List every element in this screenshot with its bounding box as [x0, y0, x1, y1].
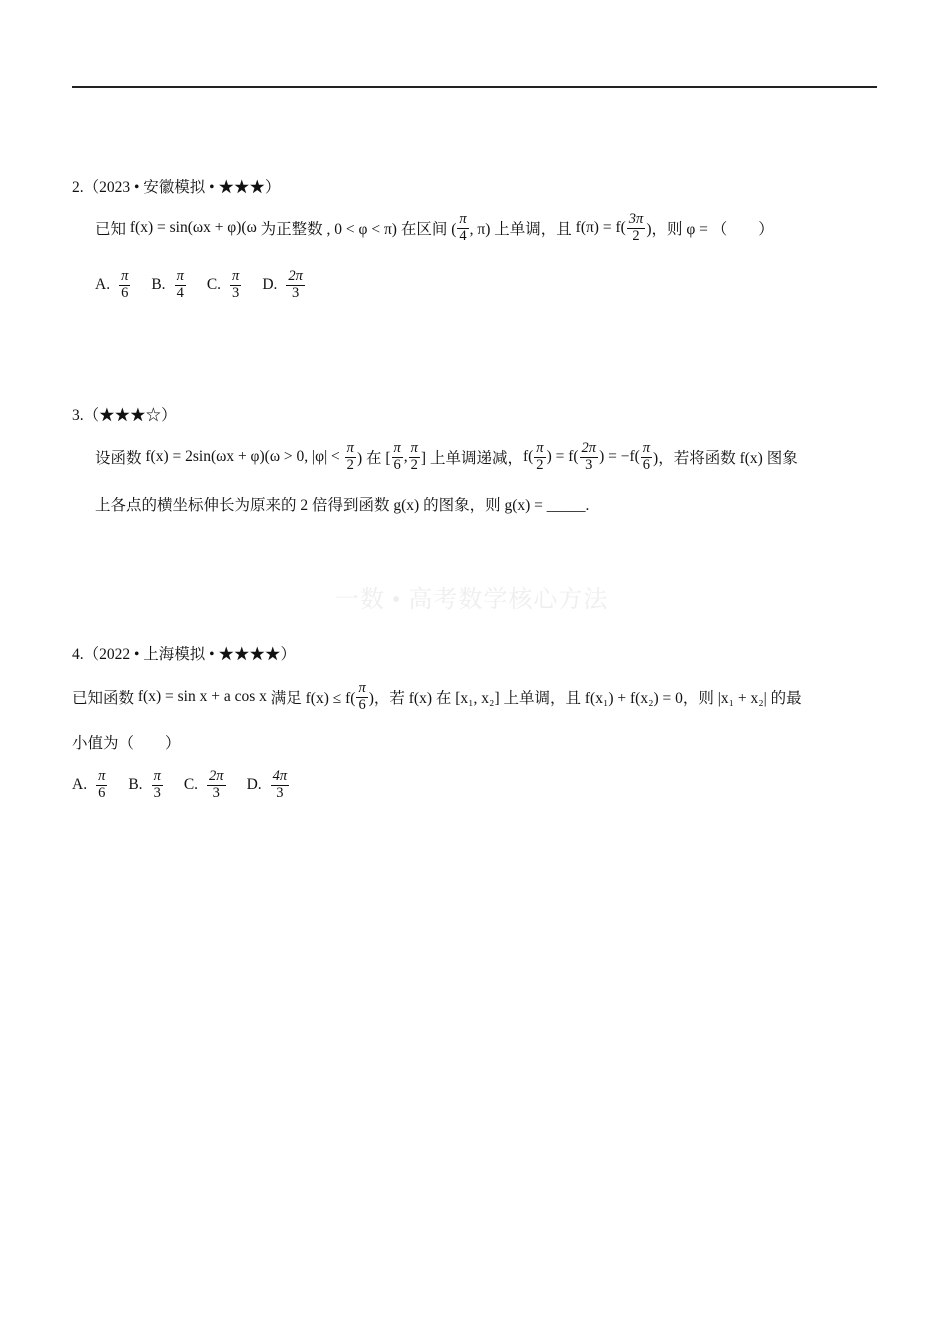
option-label: B.: [151, 276, 166, 293]
q4-body: [72, 677, 802, 717]
numerator: π: [121, 268, 129, 285]
denominator: 2: [346, 456, 354, 473]
option-d: [247, 769, 291, 800]
text-segment: ) 在 [: [356, 450, 391, 467]
fraction: [580, 441, 599, 472]
numerator: π: [232, 268, 240, 285]
numerator: 2π: [209, 768, 224, 785]
option-d: [262, 269, 306, 300]
text-segment: ] 上单调递减，: [420, 450, 523, 467]
q2-options: [95, 265, 326, 305]
option-a: [72, 769, 108, 800]
numerator: π: [536, 440, 544, 457]
text-segment: f(x) = sin x + a cos x: [137, 688, 267, 705]
denominator: 3: [212, 784, 220, 801]
fraction: [409, 441, 420, 472]
fraction: [207, 769, 226, 800]
denominator: 6: [393, 456, 401, 473]
option-label: A.: [72, 776, 88, 793]
text-segment: ,: [403, 448, 408, 465]
numerator: π: [98, 768, 106, 785]
header-rule: [72, 86, 877, 88]
text-segment: f(π) = f(: [575, 219, 626, 236]
denominator: 2: [410, 456, 418, 473]
fraction: [457, 212, 468, 243]
fraction: [627, 212, 646, 243]
numerator: π: [153, 768, 161, 785]
fraction: [392, 441, 403, 472]
q4-body-line2: 小值为（ ）: [72, 735, 181, 752]
option-b: [151, 269, 186, 300]
text-segment: , π) 上单调，且: [469, 221, 576, 238]
option-label: A.: [95, 276, 111, 293]
watermark: 一数 • 高考数学核心方法: [335, 587, 609, 613]
numerator: π: [176, 268, 184, 285]
q4-options: [72, 765, 310, 805]
numerator: 4π: [272, 768, 288, 785]
numerator: 2π: [581, 440, 597, 457]
fraction: [641, 441, 652, 472]
numerator: π: [393, 440, 401, 457]
option-label: D.: [262, 276, 278, 293]
denominator: 4: [459, 227, 467, 244]
fraction: [286, 269, 305, 300]
text-segment: f(x) = sin(ωx + φ)(ω: [129, 219, 257, 236]
denominator: 2: [632, 227, 640, 244]
option-label: C.: [183, 776, 199, 793]
q2-body: [95, 208, 774, 248]
denominator: 2: [536, 456, 544, 473]
denominator: 6: [98, 784, 106, 801]
option-a: [95, 269, 131, 300]
fraction: [534, 441, 545, 472]
numerator: 3π: [628, 211, 644, 228]
numerator: π: [346, 440, 354, 457]
fraction: [230, 269, 241, 300]
denominator: 3: [585, 456, 593, 473]
text-segment: )，若将函数 f(x) 图象: [653, 450, 798, 467]
denominator: 3: [153, 784, 161, 801]
denominator: 3: [232, 284, 240, 301]
numerator: π: [459, 211, 467, 228]
q4-heading: 4.（2022 • 上海模拟 • ★★★★）: [72, 646, 296, 663]
numerator: π: [642, 440, 651, 457]
text-segment: )，则 φ = （ ）: [646, 221, 774, 238]
fraction: [119, 269, 130, 300]
option-c: [207, 269, 242, 300]
text-segment: 已知函数: [72, 690, 138, 707]
numerator: 2π: [288, 268, 303, 285]
text-segment: 已知: [95, 221, 130, 238]
numerator: π: [358, 680, 366, 697]
option-label: C.: [206, 276, 222, 293]
q2-heading: 2.（2023 • 安徽模拟 • ★★★）: [72, 179, 281, 196]
fraction: [175, 269, 186, 300]
denominator: 3: [276, 784, 284, 801]
text-segment: 为正整数 , 0 < φ < π) 在区间 (: [256, 221, 457, 238]
text-segment: ) = −f(: [599, 448, 640, 465]
text-segment: 满足 f(x) ≤ f(: [266, 690, 356, 707]
option-label: D.: [246, 776, 262, 793]
option-c: [184, 769, 227, 800]
fraction: [152, 769, 163, 800]
q3-heading: 3.（★★★☆）: [72, 407, 177, 424]
option-label: B.: [128, 776, 143, 793]
q3-body: [95, 437, 798, 477]
q3-body-line2: 上各点的横坐标伸长为原来的 2 倍得到函数 g(x) 的图象，则 g(x) = _____.: [95, 497, 590, 514]
denominator: 6: [121, 284, 129, 301]
denominator: 6: [642, 456, 651, 473]
fraction: [271, 769, 290, 800]
text-segment: 设函数: [95, 450, 146, 467]
fraction: [96, 769, 107, 800]
fraction: [345, 441, 356, 472]
fraction: [356, 681, 367, 712]
text-segment: f(: [522, 448, 534, 465]
option-b: [128, 769, 163, 800]
denominator: 3: [292, 284, 300, 301]
denominator: 4: [176, 284, 184, 301]
denominator: 6: [358, 696, 366, 713]
text-segment: )，若 f(x) 在 [x₁, x₂] 上单调，且 f(x₁) + f(x₂) = 0，则 |x₁ + x₂| 的最: [368, 690, 802, 707]
text-segment: ) = f(: [546, 448, 579, 465]
text-segment: f(x) = 2sin(ωx + φ)(ω > 0, |φ| <: [145, 448, 344, 465]
numerator: π: [410, 440, 418, 457]
